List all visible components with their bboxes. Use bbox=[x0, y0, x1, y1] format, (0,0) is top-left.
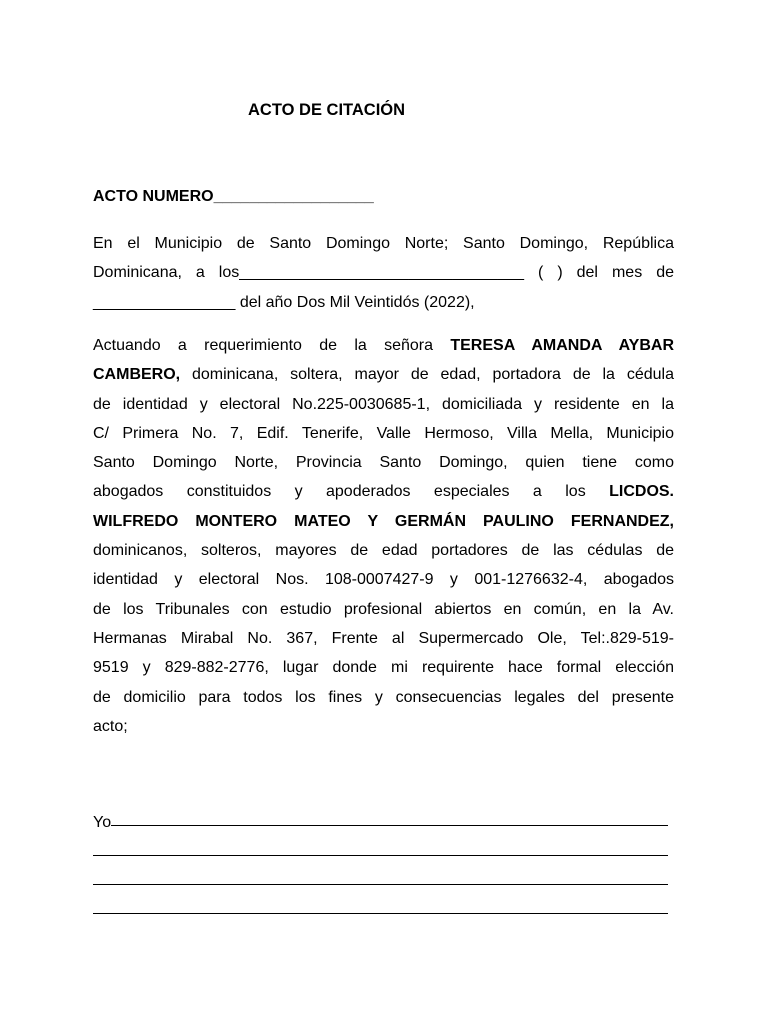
paragraph-line: Dominicana, a los________________________________ ( ) del mes de bbox=[93, 264, 674, 282]
document-title: ACTO DE CITACIÓN bbox=[248, 101, 406, 119]
text-segment: Actuando a requerimiento de la señora bbox=[93, 337, 451, 354]
lawyers-title: LICDOS. bbox=[609, 483, 674, 501]
paragraph-line: de domicilio para todos los fines y consecuencias legales del presente bbox=[93, 688, 674, 706]
paragraph-line: de los Tribunales con estudio profesional abiertos en común, en la Av. bbox=[93, 600, 674, 618]
paragraph-line: ________________ del año Dos Mil Veintidós (2022), bbox=[93, 293, 475, 311]
paragraph-location-date bbox=[93, 229, 674, 317]
paragraph-line bbox=[93, 360, 674, 389]
yo-label: Yo bbox=[93, 814, 112, 832]
paragraph-requirement bbox=[93, 331, 674, 741]
blank-row bbox=[93, 891, 668, 920]
blank-line bbox=[111, 807, 668, 826]
text-segment: abogados constituidos y apoderados especiales a los bbox=[93, 483, 610, 501]
blank-line bbox=[93, 837, 668, 856]
paragraph-line: dominicanos, solteros, mayores de edad portadores de las cédulas de bbox=[93, 542, 674, 560]
paragraph-line: C/ Primera No. 7, Edif. Tenerife, Valle Hermoso, Villa Mella, Municipio bbox=[93, 424, 674, 442]
blank-line bbox=[93, 866, 668, 885]
bailiff-fill-section bbox=[93, 803, 668, 920]
paragraph-line bbox=[93, 477, 674, 506]
paragraph-line: de identidad y electoral No.225-0030685-1, domiciliada y residente en la bbox=[93, 395, 674, 413]
paragraph-line: identidad y electoral Nos. 108-0007427-9 y 001-1276632-4, abogados bbox=[93, 571, 674, 589]
blank-row bbox=[93, 832, 668, 861]
acto-numero-field: ACTO NUMERO__________________ bbox=[93, 188, 374, 205]
paragraph-line: 9519 y 829-882-2776, lugar donde mi requirente hace formal elección bbox=[93, 659, 674, 677]
client-surname: CAMBERO, bbox=[93, 366, 181, 384]
blank-row bbox=[93, 862, 668, 891]
text-segment: dominicana, soltera, mayor de edad, portadora de la cédula bbox=[180, 366, 674, 384]
paragraph-line: Hermanas Mirabal No. 367, Frente al Supermercado Ole, Tel:.829-519- bbox=[93, 629, 674, 647]
paragraph-line bbox=[93, 331, 674, 360]
paragraph-line: acto; bbox=[93, 717, 128, 735]
lawyers-names: WILFREDO MONTERO MATEO Y GERMÁN PAULINO FERNANDEZ, bbox=[93, 512, 674, 530]
yo-line bbox=[93, 803, 668, 832]
blank-line bbox=[93, 895, 668, 914]
client-name: TERESA AMANDA AYBAR bbox=[450, 337, 674, 354]
paragraph-line: En el Municipio de Santo Domingo Norte; Santo Domingo, República bbox=[93, 235, 674, 252]
paragraph-line: Santo Domingo Norte, Provincia Santo Domingo, quien tiene como bbox=[93, 454, 674, 472]
